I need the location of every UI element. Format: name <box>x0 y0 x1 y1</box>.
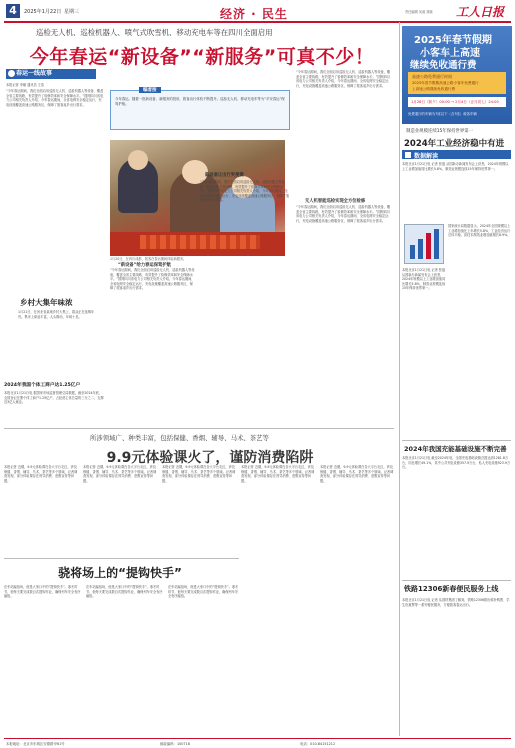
subhead-3: 无人机智能巡检实现全方位检修 <box>305 199 366 204</box>
data-column-title: 数据解读 <box>414 153 439 160</box>
industry-body-2: 本报北京1月21日电 记者 张翅 从国新办新闻发布会上获悉，2024年规模以上工业增加值同比增长5.8%，制造业规模连续15年保持世界第一。 <box>402 268 446 291</box>
callout-box <box>110 90 290 130</box>
lead-photo-caption: 1月20日，在四川成都，旅客在春运期间体验新服务。 <box>110 257 187 261</box>
footer-address: 本报地址：北京市东城区安德路甲61号 <box>6 742 65 746</box>
left-news-body: 本报北京1月21日电 据国家市场监督管理总局数据，截至2024年底，全国登记在册个体工商户1.25亿户，占经营主体总量的三分之二，支撑近3亿人就业。 <box>4 391 104 405</box>
data-column-icon <box>405 152 411 158</box>
ad-strip-line-3: 上高速公路继续免收通行费 <box>412 87 456 91</box>
rail-headline: 铁路12306新春便民服务上线 <box>404 585 499 593</box>
ad-start-time: 1月28日（除夕）00:00 <box>411 100 450 104</box>
lead-headline: 今年春运“新设备”“新服务”可真不少！ <box>29 46 375 68</box>
footer-phone: 电话：010-84151212 <box>300 742 336 746</box>
subhead-1: “新设备”给力春运保驾护航 <box>118 263 171 268</box>
lead-body-col3: “今年春运期间，我们全面启用巡检无人机、巡检机器人等设备，覆盖全省主要线路，有效提升了检修效率和安全保障水平。”国网四川省电力公司相关负责人介绍，今年春运期间，全省电网安全稳定运行，充电设施覆盖高速公路服务区，保障了旅客返乡出行需求。 <box>296 70 391 88</box>
charging-body: 本报北京1月21日电 截至2024年底，全国充电基础设施总数达到1281.8万台，同比增长49.1%，其中公共充电设施357.9万台，私人充电设施923.9万台。 <box>402 456 511 470</box>
ad-title-1: 2025年春节假期 <box>414 35 492 46</box>
industry-body: 本报北京1月21日电 记者 张翅 从国新办新闻发布会上获悉，2024年规模以上工业增加值同比增长5.8%，制造业规模连续15年保持世界第一。 <box>402 162 509 171</box>
data-column-body: 国家统计局数据显示，2024年全国规模以上工业增加值比上年增长5.8%，工业经济运行总体平稳，高技术制造业增加值增长8.9%。 <box>448 224 511 238</box>
lead-body-col4: “今年春运期间，我们全面启用巡检无人机、巡检机器人等设备，覆盖全省主要线路，有效提升了检修效率和安全保障水平。”国网四川省电力公司相关负责人介绍，今年春运期间，全省电网安全稳定运行，充电设施覆盖高速公路服务区，保障了旅客返乡出行需求。 <box>296 205 391 223</box>
footer-postcode: 邮政编码：100718 <box>160 742 190 746</box>
lower-kicker: 所涉领域广、种类丰富，包括保健、香烟、辅导、马术、茶艺等 <box>90 434 269 442</box>
ad-bottom-bar: 1月28日（除夕）00:00 → 2月4日（正月初七）24:00 <box>408 97 506 107</box>
ad-strip-line-2: 2025年春节假期高速公路小客车免费通行 <box>412 81 479 85</box>
editor-line: 责任编辑 吴迪 刘晓 <box>405 10 433 14</box>
lead-kicker: 巡检无人机、巡检机器人、喷气式吹雪机、移动充电车等在四川全面启用 <box>36 28 273 37</box>
page-number: 4 <box>6 4 20 18</box>
lower-body-4: 本报记者 近期，9.9元体验课在各大平台走红，涉及保健、香烟、辅导、马术、茶艺等多个领域。记者调查发现，部分体验课存在诱导消费、虚假宣传等问题。 <box>241 465 315 483</box>
lower-body-1: 本报记者 近期，9.9元体验课在各大平台走红，涉及保健、香烟、辅导、马术、茶艺等多个领域。记者调查发现，部分体验课存在诱导消费、虚假宣传等问题。 <box>4 465 78 483</box>
ad-title-2: 小客车上高速 <box>420 48 480 59</box>
column-icon <box>8 70 15 77</box>
column-title: 春运一线故事 <box>6 69 96 79</box>
mid-col-body-1: “今年春运期间，我们全面启用巡检无人机、巡检机器人等设备，覆盖全省主要线路，有效提升了检修效率和安全保障水平。”国网四川省电力公司相关负责人介绍，今年春运期间，全省电网安全稳定运行，充电设施覆盖高速公路服务区，保障了旅客返乡出行需求。 <box>110 268 195 291</box>
bottom-body-3: 在车站编组场，他是大家口中的“提钩快手”。寒冬时节，他每天要完成数百次提钩作业，确保列车安全有序编组。 <box>168 585 239 599</box>
industry-kicker: 制造业规模连续15年保持世界第一 <box>406 129 474 134</box>
ad-end-time: 2月4日（正月初七）24:00 <box>455 100 499 104</box>
lower-body-3: 本报记者 近期，9.9元体验课在各大平台走红，涉及保健、香烟、辅导、马术、茶艺等多个领域。记者调查发现，部分体验课存在诱导消费、虚假宣传等问题。 <box>162 465 236 483</box>
callout-title: 编者按 <box>139 87 161 93</box>
lead-byline: 本报记者 李娜 通讯员 王浩 <box>6 83 45 87</box>
ad-title-3: 继续免收通行费 <box>410 60 477 71</box>
lower-body-5: 本报记者 近期，9.9元体验课在各大平台走红，涉及保健、香烟、辅导、马术、茶艺等多个领域。记者调查发现，部分体验课存在诱导消费、虚假宣传等问题。 <box>320 465 394 483</box>
rail-body: 本报北京1月21日电 记者 从国铁集团了解到，铁路12306推出候补购票、学生优惠票等一系列便民服务，方便旅客春运出行。 <box>402 598 510 607</box>
issue-weekday: 星期三 <box>64 9 80 15</box>
ad-strip-line-1: 高速公路免费通行时间 <box>412 74 452 79</box>
ad-strip <box>408 72 506 94</box>
left-story-body: 1月21日，在河北省某地乡村大集上，群众正在选购年货。集市上商品丰富，人头攒动，年味十足。 <box>18 310 95 319</box>
bottom-headline: 骁将场上的“提钩快手” <box>58 566 182 580</box>
section-title: 经济 · 民生 <box>220 7 288 21</box>
industry-headline: 2024年工业经济稳中有进 <box>404 139 505 149</box>
issue-date: 2025年1月22日 <box>24 9 62 15</box>
left-story-headline: 乡村大集年味浓 <box>20 298 73 307</box>
lead-body-col1: “今年春运期间，我们全面启用巡检无人机、巡检机器人等设备，覆盖全省主要线路，有效提升了检修效率和安全保障水平。”国网四川省电力公司相关负责人介绍，今年春运期间，全省电网安全稳定运行，充电设施覆盖高速公路服务区，保障了旅客返乡出行需求。 <box>6 89 104 107</box>
mid-col-body-2: “今年春运期间，我们全面启用巡检无人机、巡检机器人等设备，覆盖全省主要线路，有效提升了检修效率和安全保障水平。”国网四川省电力公司相关负责人介绍，今年春运期间，全省电网安全稳定运行，充电设施覆盖高速公路服务区，保障了旅客返乡出行需求。 <box>200 180 290 203</box>
data-column-bar <box>402 150 511 159</box>
bottom-body-1: 在车站编组场，他是大家口中的“提钩快手”。寒冬时节，他每天要完成数百次提钩作业，确保列车安全有序编组。 <box>4 585 81 599</box>
left-news-headline: 2024年我国个体工商户达1.25亿户 <box>4 383 81 388</box>
lower-headline: 9.9元体验课火了，谨防消费陷阱 <box>106 450 314 466</box>
bottom-body-2: 在车站编组场，他是大家口中的“提钩快手”。寒冬时节，他每天要完成数百次提钩作业，确保列车安全有序编组。 <box>86 585 163 599</box>
lower-body-2: 本报记者 近期，9.9元体验课在各大平台走红，涉及保健、香烟、辅导、马术、茶艺等多个领域。记者调查发现，部分体验课存在诱导消费、虚假宣传等问题。 <box>83 465 157 483</box>
charging-headline: 2024年我国充能基础设施不断完善 <box>404 445 507 453</box>
ad-note: 免费通行的车辆为7座以下（含7座）载客车辆 <box>408 112 477 116</box>
subhead-2: 新设备让出行更便捷 <box>205 173 244 178</box>
industry-chart-image <box>404 224 444 264</box>
callout-body: 今年春运，随着一批新设备、新服务的投用，旅客出行体验不断提升。巡检无人机、移动充电车等为“平安春运”保驾护航。 <box>115 97 285 106</box>
brand-logo: 工人日报 <box>456 5 505 19</box>
holiday-ad <box>402 26 512 124</box>
